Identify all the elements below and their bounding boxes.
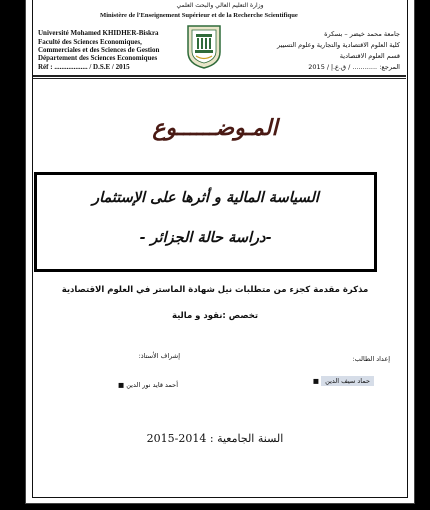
fr-reference: Réf : ................... / D.S.E / 2015 [38, 63, 130, 71]
student-name-text: حماد سيف الدين [321, 376, 374, 386]
ministry-fr: Ministère de l'Enseignement Supérieur et de la Recherche Scientifique [100, 12, 298, 19]
specialty: تخصص :نقود و مالية [171, 311, 259, 321]
ar-reference: المرجع: ............ / ق.ع.إ / 2015 [308, 63, 400, 71]
fr-university: Université Mohamed KHIDHER-Biskra [38, 29, 159, 37]
bullet-icon: ■ [118, 381, 125, 389]
header-rule-top [33, 75, 406, 77]
thesis-title-line2: -دراسة حالة الجزائر - [139, 229, 272, 246]
ar-faculty: كلية العلوم الاقتصادية والتجارية وعلوم التسيير [277, 41, 400, 49]
ministry-ar: وزارة التعليم العالي والبحث العلمي [176, 2, 264, 9]
ar-department: قسم العلوم الاقتصادية [339, 52, 400, 60]
student-name [282, 377, 374, 385]
header-rule-bottom [33, 78, 406, 79]
memo-description: مذكرة مقدمة كجزء من متطلبات نيل شهادة الماستر في العلوم الاقتصادية [61, 285, 369, 295]
ar-university: جامعة محمد خيضر – بسكرة [324, 30, 400, 38]
thesis-title-box [34, 172, 377, 272]
supervisor-name-text: أحمد قايد نور الدين [126, 381, 178, 389]
fr-department: Département des Sciences Economiques [38, 54, 158, 62]
university-logo-icon [186, 22, 222, 70]
supervisor-name [78, 381, 178, 389]
fr-faculty-1: Faculté des Sciences Economiques, [38, 38, 142, 46]
bullet-icon: ■ [312, 377, 320, 385]
fr-faculty-2: Commerciales et des Sciences de Gestion [38, 46, 160, 54]
supervisor-label: إشراف الأستاذ: [138, 352, 180, 360]
thesis-title-line1: السياسة المالية و أثرها على الإستثمار [92, 189, 319, 206]
subject-heading: المـوضــــــوع [152, 115, 278, 141]
academic-year: السنة الجامعية : 2014-2015 [146, 432, 284, 445]
student-label: إعداد الطالب: [352, 355, 390, 363]
